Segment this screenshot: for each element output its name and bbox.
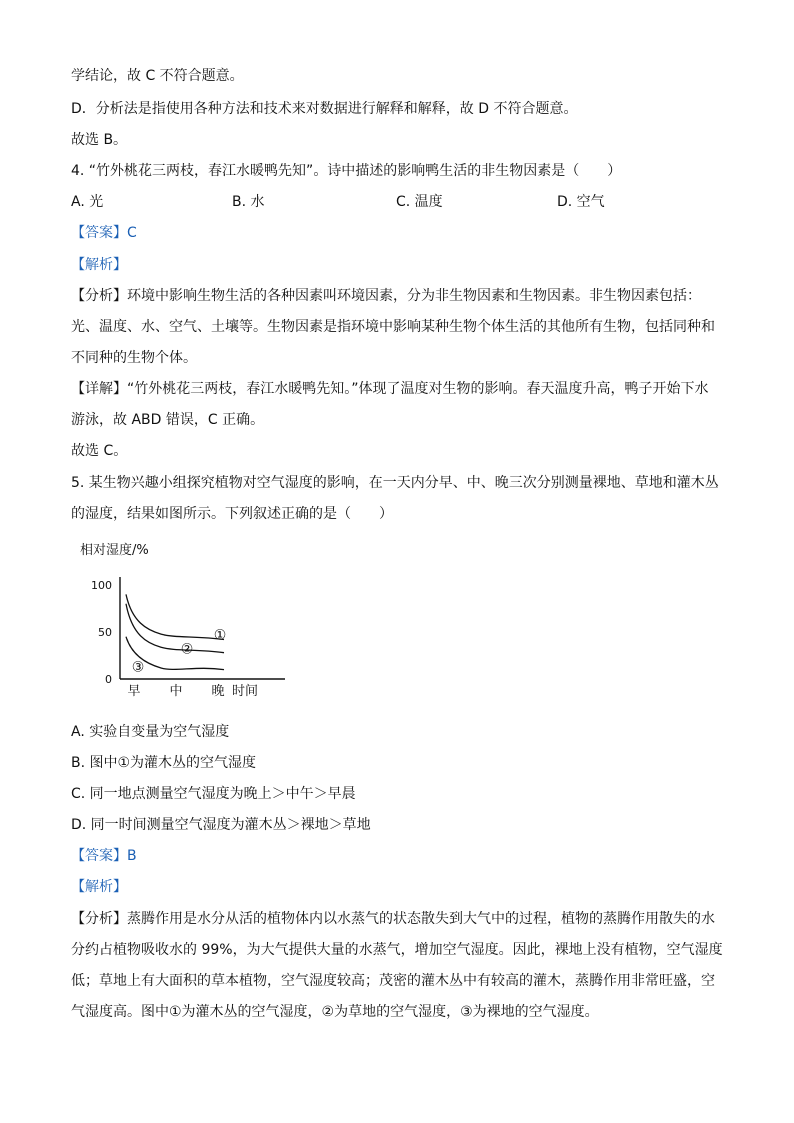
question-5-stem: 的湿度，结果如图所示。下列叙述正确的是（ ） bbox=[71, 506, 393, 522]
q5-answer: 【答案】B bbox=[71, 848, 137, 864]
q4-option-d: D. 空气 bbox=[557, 194, 605, 210]
text-line: 故选 B。 bbox=[71, 132, 128, 148]
q5-analysis-line: 气湿度高。图中①为灌木丛的空气湿度，②为草地的空气湿度，③为裸地的空气湿度。 bbox=[71, 1004, 599, 1020]
q4-analysis-heading: 【解析】 bbox=[71, 257, 127, 273]
series-label: ③ bbox=[131, 659, 145, 676]
q4-option-a: A. 光 bbox=[71, 194, 104, 210]
q5-analysis-line: 【分析】蒸腾作用是水分从活的植物体内以水蒸气的状态散失到大气中的过程，植物的蒸腾作用散失的水 bbox=[71, 911, 715, 927]
x-axis-label: 时间 bbox=[232, 684, 259, 699]
q4-option-b: B. 水 bbox=[232, 194, 265, 210]
q5-option-c: C. 同一地点测量空气湿度为晚上＞中午＞早晨 bbox=[71, 786, 356, 802]
text-line: D．分析法是指使用各种方法和技术来对数据进行解释和解释，故 D 不符合题意。 bbox=[71, 101, 578, 117]
q5-option-b: B. 图中①为灌木丛的空气湿度 bbox=[71, 755, 257, 771]
q5-analysis-heading: 【解析】 bbox=[71, 879, 127, 895]
question-4-stem: 4. “竹外桃花三两枝，春江水暖鸭先知”。诗中描述的影响鸭生活的非生物因素是（ ） bbox=[71, 163, 622, 179]
q4-option-c: C. 温度 bbox=[396, 194, 443, 210]
q5-analysis-line: 低；草地上有大面积的草本植物，空气湿度较高；茂密的灌木丛中有较高的灌木，蒸腾作用非常旺盛，空 bbox=[71, 973, 715, 989]
q4-detail-line: 【详解】“竹外桃花三两枝，春江水暖鸭先知。”体现了温度对生物的影响。春天温度升高，鸭子开始下水 bbox=[71, 381, 709, 397]
q5-analysis-line: 分约占植物吸收水的 99%，为大气提供大量的水蒸气，增加空气湿度。因此，裸地上没有植物，空气湿度 bbox=[71, 942, 723, 958]
series-label: ① bbox=[213, 627, 227, 644]
q4-analysis-line: 【分析】环境中影响生物生活的各种因素叫环境因素，分为非生物因素和生物因素。非生物因素包括： bbox=[71, 288, 701, 304]
y-tick-label: 0 bbox=[105, 673, 112, 686]
humidity-chart bbox=[60, 535, 290, 705]
x-tick-label: 中 bbox=[169, 684, 183, 699]
series-label: ② bbox=[180, 641, 194, 658]
question-5-stem: 5. 某生物兴趣小组探究植物对空气湿度的影响，在一天内分早、中、晚三次分别测量裸地、草地和灌木丛 bbox=[71, 475, 719, 491]
y-axis-label: 相对湿度/% bbox=[80, 543, 149, 558]
series-line bbox=[126, 604, 224, 653]
q4-detail-line: 游泳，故 ABD 错误，C 正确。 bbox=[71, 412, 265, 428]
q4-conclusion: 故选 C。 bbox=[71, 443, 128, 459]
x-tick-label: 晚 bbox=[211, 684, 225, 699]
text-line: 学结论，故 C 不符合题意。 bbox=[71, 68, 244, 84]
q4-analysis-line: 光、温度、水、空气、土壤等。生物因素是指环境中影响某种生物个体生活的其他所有生物，包括同种和 bbox=[71, 319, 715, 335]
y-tick-label: 50 bbox=[98, 626, 112, 639]
q5-option-a: A. 实验自变量为空气湿度 bbox=[71, 724, 230, 740]
q4-answer: 【答案】C bbox=[71, 225, 137, 241]
x-tick-label: 早 bbox=[127, 684, 141, 699]
series-line bbox=[126, 594, 224, 639]
y-tick-label: 100 bbox=[91, 579, 112, 592]
q5-option-d: D. 同一时间测量空气湿度为灌木丛＞裸地＞草地 bbox=[71, 817, 371, 833]
q4-analysis-line: 不同种的生物个体。 bbox=[71, 350, 197, 366]
